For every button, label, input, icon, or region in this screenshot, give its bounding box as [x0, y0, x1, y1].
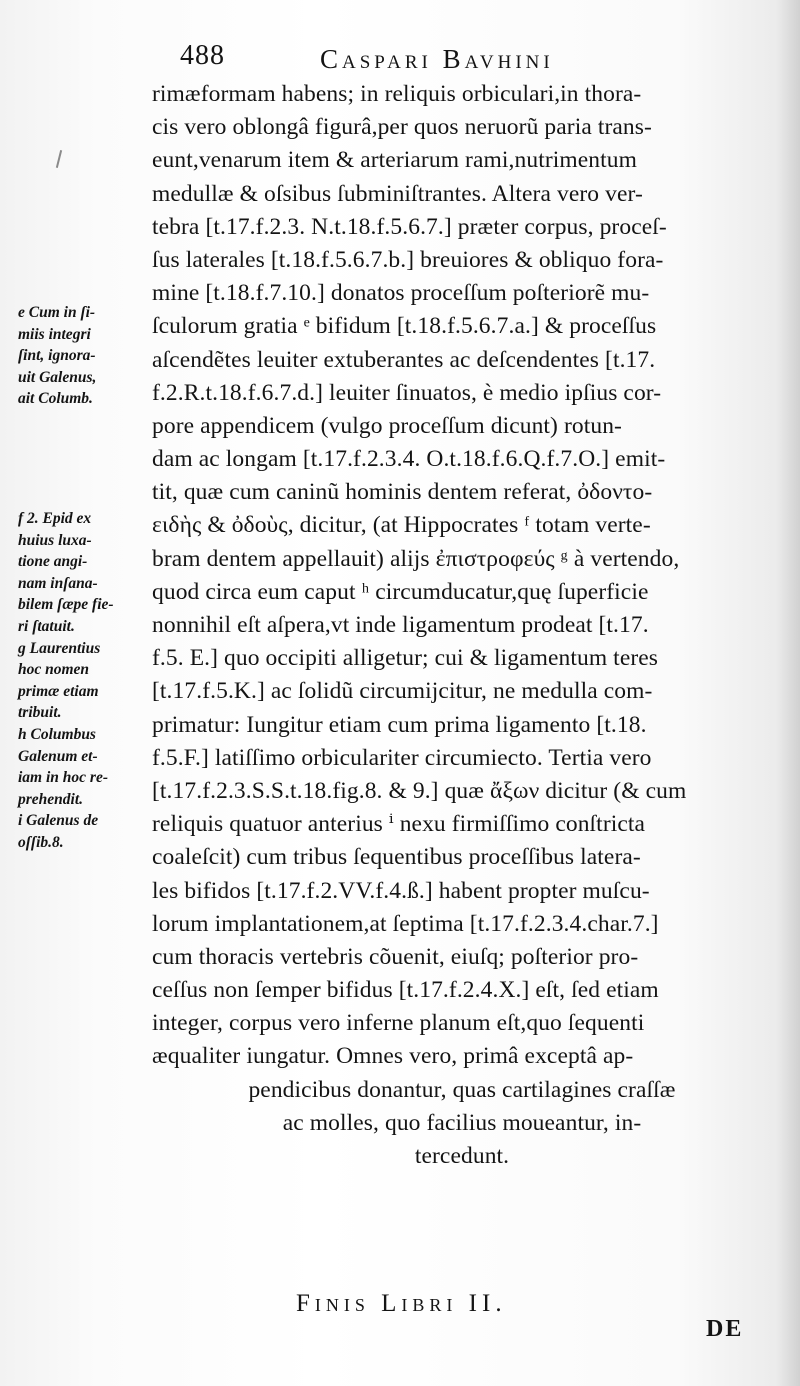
margin-note-e [18, 302, 156, 410]
note-line: nam inſana- [18, 574, 98, 592]
text-line: tit, quæ cum caninũ hominis dentem referat, ὀδοντο- [152, 479, 653, 506]
text-line: f.5. E.] quo occipiti alligetur; cui & ligamentum teres [152, 645, 659, 672]
text-line: tercedunt. [414, 1143, 510, 1169]
text-line: lorum implantationem,at ſeptima [t.17.f.2.3.4.char.7.] [152, 910, 659, 937]
note-line: prehendit. [18, 790, 84, 808]
text-line: ac molles, quo facilius moueantur, in- [282, 1109, 642, 1136]
note-line: ſint, ignora- [18, 347, 96, 365]
text-line: cis vero oblongâ figurâ,per quos neruorũ paria trans- [152, 114, 652, 141]
note-line: miis integri [18, 325, 91, 343]
note-line: huius luxa- [18, 531, 92, 549]
text-line: [t.17.f.5.K.] ac ſolidũ circumijcitur, ne medulla com- [152, 678, 653, 705]
text-line: ειδὴς & ὀδοὺς, dicitur, (at Hippocrates ᶠ totam verte- [152, 512, 651, 539]
text-line: integer, corpus vero inferne planum eſt,quo ſequenti [152, 1010, 645, 1037]
text-line: dam ac longam [t.17.f.2.3.4. O.t.18.f.6.Q.f.7.O.] emit- [152, 446, 666, 473]
note-line: i Galenus de [18, 812, 99, 830]
note-line: e Cum in ſi- [18, 304, 96, 321]
text-line: f.5.F.] latiſſimo orbiculariter circumiecto. Tertia vero [152, 744, 652, 771]
text-line: pendicibus donantur, quas cartilagines craſſæ [248, 1076, 676, 1103]
note-line: f 2. Epid ex [18, 509, 92, 527]
text-line: [t.17.f.2.3.S.S.t.18.fig.8. & 9.] quæ ἄξων dicitur (& cum [152, 777, 687, 804]
note-line: tione angi- [18, 553, 88, 571]
text-line: coaleſcit) cum tribus ſequentibus proceſſibus latera- [152, 844, 641, 871]
text-line: ſculorum gratia ᵉ bifidum [t.18.f.5.6.7.a.] & proceſſus [152, 313, 657, 340]
book-end-title: Finis Libri II. [296, 1290, 507, 1317]
note-line: primæ etiam [18, 682, 99, 700]
catchword: DE [706, 1316, 744, 1342]
text-line: aſcendẽtes leuiter extuberantes ac deſcendentes [t.17. [152, 346, 656, 373]
margin-note-g [18, 638, 156, 724]
text-line: ceſſus non ſemper bifidus [t.17.f.2.4.X.] eſt, ſed etiam [152, 977, 659, 1004]
margin-notes [18, 302, 156, 853]
note-line: ri ſtatuit. [18, 617, 75, 635]
text-line: medullæ & oſsibus ſubminiſtrantes. Altera vero ver- [152, 180, 643, 207]
note-line: tribuit. [18, 704, 62, 722]
text-line: les bifidos [t.17.f.2.VV.f.4.ß.] habent propter muſcu- [152, 877, 650, 904]
main-text-block [152, 78, 772, 1173]
margin-note-i [18, 810, 156, 853]
text-line: primatur: Iungitur etiam cum prima ligamento [t.18. [152, 711, 647, 738]
text-line: pore appendicem (vulgo proceſſum dicunt) rotun- [152, 412, 622, 439]
text-line: tebra [t.17.f.2.3. N.t.18.f.5.6.7.] præter corpus, proceſ- [152, 213, 667, 240]
margin-note-f [18, 508, 156, 638]
text-line: nonnihil eſt aſpera,vt inde ligamentum prodeat [t.17. [152, 612, 649, 638]
note-line: Galenum et- [18, 747, 98, 765]
page-number: 488 [180, 40, 225, 71]
margin-note-h [18, 724, 156, 810]
page-edge-shadow [776, 0, 800, 1386]
note-line: iam in hoc re- [18, 769, 108, 787]
note-line: g Laurentius [18, 639, 101, 657]
text-line: bram dentem appellauit) alijs ἐπιστροφεύς ᵍ à vertendo, [152, 545, 680, 572]
text-line: rimæformam habens; in reliquis orbiculari,in thora- [152, 81, 642, 107]
text-line: reliquis quatuor anterius ⁱ nexu firmiſſimo conſtricta [152, 811, 646, 838]
running-head: Caspari Bavhini [320, 44, 554, 74]
note-line: bilem ſæpe fie- [18, 596, 114, 614]
text-line: f.2.R.t.18.f.6.7.d.] leuiter ſinuatos, è medio ipſius cor- [152, 379, 662, 406]
note-line: h Columbus [18, 725, 96, 743]
text-line: æqualiter iungatur. Omnes vero, primâ exceptâ ap- [152, 1043, 634, 1070]
text-line: quod circa eum caput ʰ circumducatur,quę ſuperficie [152, 578, 649, 605]
note-line: oſſib.8. [18, 833, 64, 851]
ink-mark [56, 150, 62, 168]
note-line: uit Galenus, [18, 368, 97, 386]
text-line: cum thoracis vertebris cõuenit, eiuſq; poſterior pro- [152, 943, 639, 970]
page-header [180, 40, 700, 80]
note-line: ait Columb. [18, 390, 93, 408]
note-line: hoc nomen [18, 661, 90, 679]
text-line: mine [t.18.f.7.10.] donatos proceſſum poſteriorẽ mu- [152, 280, 650, 307]
text-line: ſus laterales [t.18.f.5.6.7.b.] breuiores & obliquo fora- [152, 246, 664, 273]
text-line: eunt,venarum item & arteriarum rami,nutrimentum [152, 147, 637, 174]
